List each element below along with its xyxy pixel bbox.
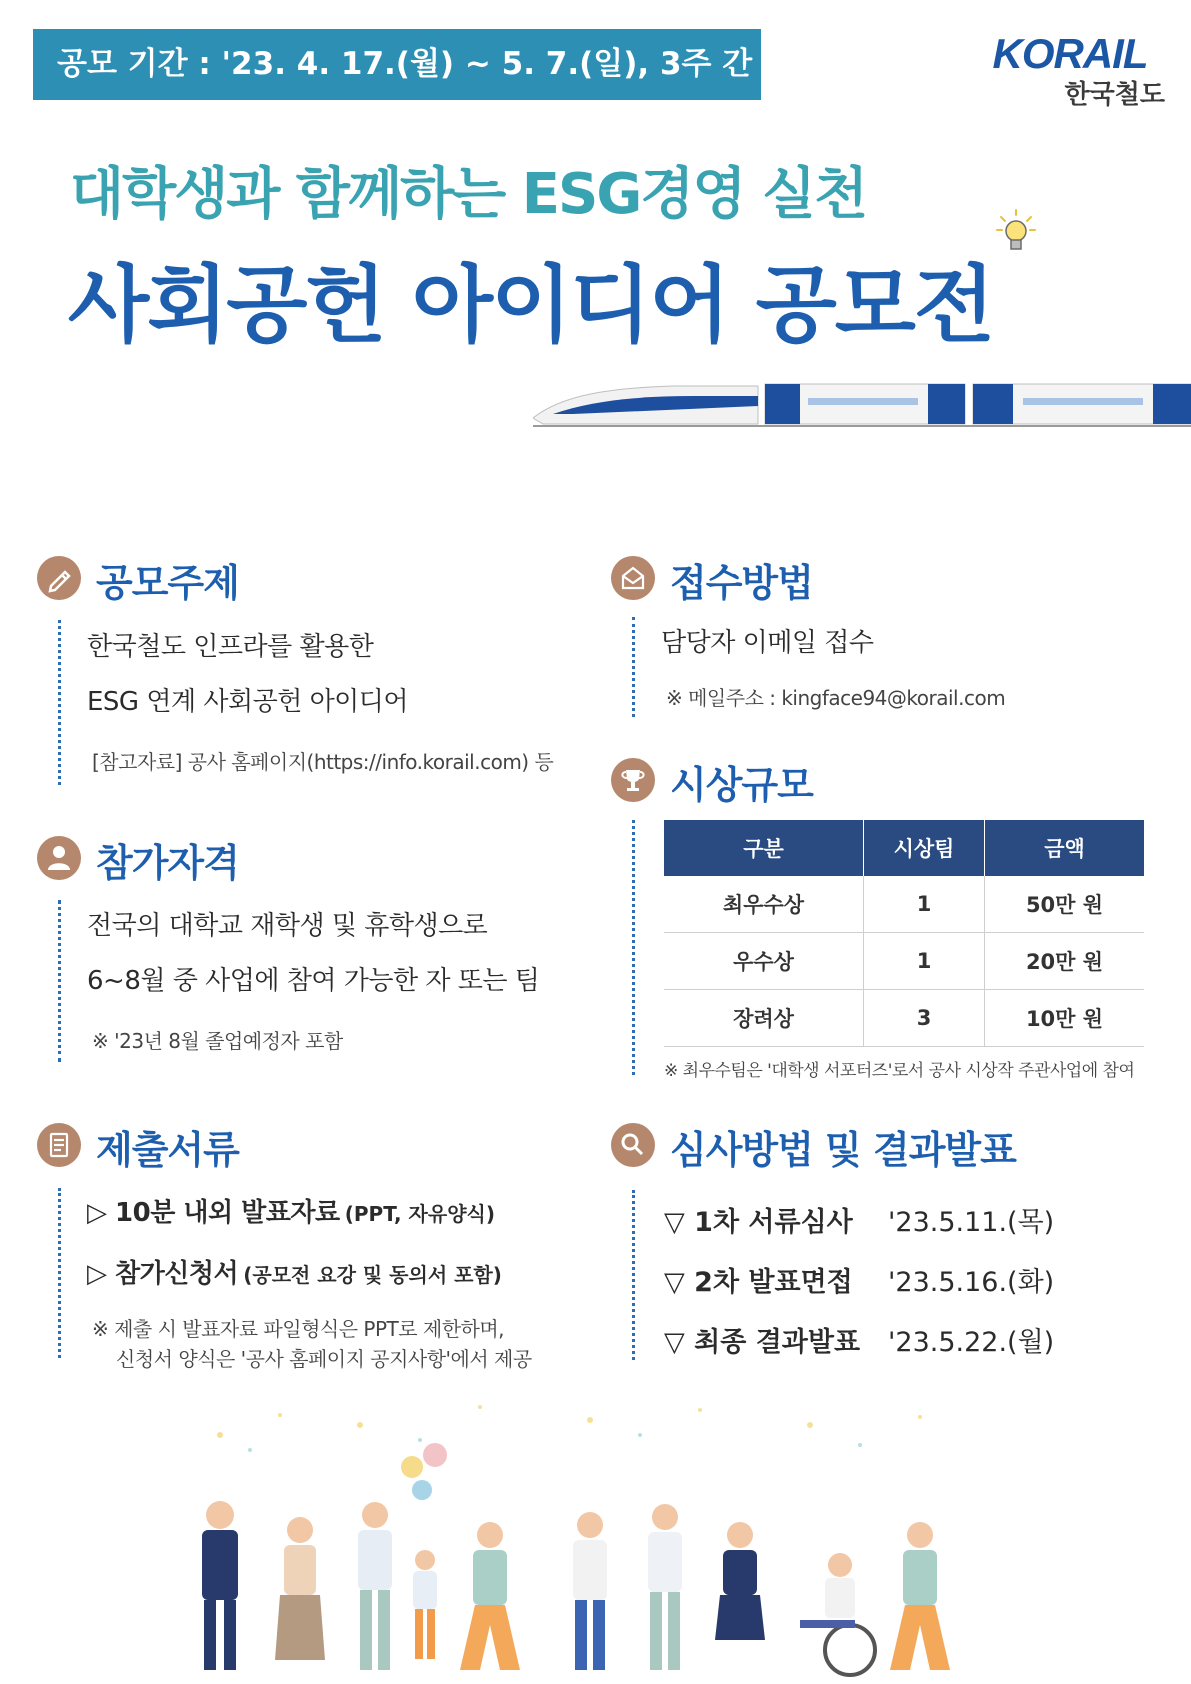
submission-method: 담당자 이메일 접수: [661, 628, 874, 658]
document-item-2-sub: (공모전 요강 및 동의서 포함): [243, 1263, 502, 1287]
pencil-icon: [37, 556, 81, 600]
theme-line-2: ESG 연계 사회공헌 아이디어: [87, 687, 409, 717]
trophy-icon: [611, 758, 655, 802]
submission-email-note: ※ 메일주소 : kingface94@korail.com: [666, 686, 1006, 710]
prize-header-teams: 시상팀: [864, 820, 985, 876]
prize-category: 장려상: [664, 990, 864, 1047]
recruitment-period-banner: 공모 기간 : '23. 4. 17.(월) ~ 5. 7.(일), 3주 간: [33, 29, 761, 100]
review-step-2-date: '23.5.16.(화): [888, 1267, 1055, 1298]
ktx-train-image: [533, 374, 1191, 430]
documents-note-1: ※ 제출 시 발표자료 파일형식은 PPT로 제한하며,: [92, 1317, 505, 1341]
theme-heading: 공모주제: [96, 561, 239, 605]
prize-table: [664, 820, 1144, 1047]
prize-category: 우수상: [664, 933, 864, 990]
document-item-1-sub: (PPT, 자유양식): [344, 1202, 495, 1226]
eligibility-note: ※ '23년 8월 졸업예정자 포함: [92, 1029, 343, 1053]
prize-amount: 10만 원: [985, 990, 1145, 1047]
prize-table-header: [664, 820, 1144, 876]
review-step-1-date: '23.5.11.(목): [888, 1207, 1055, 1238]
table-row: [664, 933, 1144, 990]
prize-teams: 3: [864, 990, 985, 1047]
documents-divider: [58, 1188, 61, 1358]
eligibility-divider: [58, 900, 61, 1062]
lightbulb-icon: [995, 208, 1037, 256]
prize-header-amount: 금액: [985, 820, 1145, 876]
envelope-icon: [611, 556, 655, 600]
document-item-2-main: ▷ 참가신청서: [87, 1259, 239, 1289]
celebrating-people-illustration: [160, 1395, 1040, 1684]
document-icon: [37, 1123, 81, 1167]
submission-divider: [632, 617, 635, 717]
document-item-1-main: ▷ 10분 내외 발표자료: [87, 1198, 340, 1228]
documents-heading: 제출서류: [96, 1128, 239, 1172]
documents-note-2: 신청서 양식은 '공사 홈페이지 공지사항'에서 제공: [116, 1347, 532, 1371]
prize-amount: 20만 원: [985, 933, 1145, 990]
document-item-2: [87, 1253, 502, 1290]
eligibility-line-1: 전국의 대학교 재학생 및 휴학생으로: [87, 911, 488, 941]
prize-teams: 1: [864, 933, 985, 990]
prizes-note: ※ 최우수팀은 '대학생 서포터즈'로서 공사 시상작 주관사업에 참여: [664, 1061, 1135, 1081]
prizes-heading: 시상규모: [670, 763, 813, 807]
prize-category: 최우수상: [664, 876, 864, 933]
review-step-1-label: ▽ 1차 서류심사: [664, 1207, 853, 1238]
prize-amount: 50만 원: [985, 876, 1145, 933]
logo-wordmark: KORAIL: [992, 30, 1148, 77]
review-heading: 심사방법 및 결과발표: [670, 1128, 1016, 1172]
review-step-3-date: '23.5.22.(월): [888, 1327, 1055, 1358]
magnifier-icon: [611, 1123, 655, 1167]
prize-header-category: 구분: [664, 820, 864, 876]
eligibility-heading: 참가자격: [96, 841, 239, 885]
poster-subtitle: 대학생과 함께하는 ESG경영 실천: [70, 162, 867, 227]
table-row: [664, 876, 1144, 933]
theme-line-1: 한국철도 인프라를 활용한: [87, 632, 374, 662]
document-item-1: [87, 1192, 495, 1229]
review-step-3-label: ▽ 최종 결과발표: [664, 1327, 861, 1358]
prize-teams: 1: [864, 876, 985, 933]
eligibility-line-2: 6~8월 중 사업에 참여 가능한 자 또는 팀: [87, 966, 540, 996]
theme-reference-note: [참고자료] 공사 홈페이지(https://info.korail.com) 등: [92, 750, 554, 774]
review-divider: [632, 1190, 635, 1360]
logo-subtext: 한국철도: [1064, 80, 1165, 110]
review-step-2-label: ▽ 2차 발표면접: [664, 1267, 853, 1298]
poster-title: 사회공헌 아이디어 공모전: [68, 256, 994, 354]
table-row: [664, 990, 1144, 1047]
prizes-divider: [632, 820, 635, 1075]
theme-divider: [58, 620, 61, 785]
person-icon: [37, 836, 81, 880]
korail-logo: [975, 30, 1165, 110]
submission-heading: 접수방법: [670, 561, 813, 605]
